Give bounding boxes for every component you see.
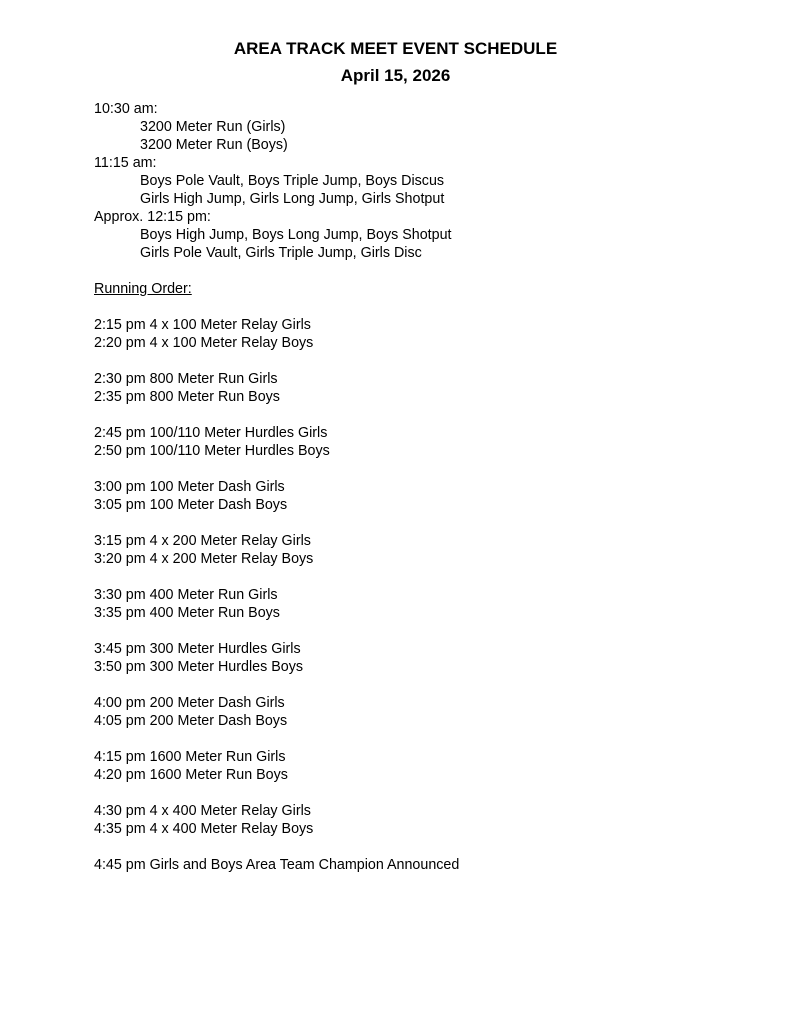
spacer [94, 352, 754, 370]
running-event: 4:00 pm 200 Meter Dash Girls [94, 695, 285, 711]
field-time-2: 11:15 am: [94, 155, 157, 171]
running-event: 2:50 pm 100/110 Meter Hurdles Boys [94, 443, 330, 459]
field-time-1: 10:30 am: [94, 101, 158, 117]
field-event: Boys High Jump, Boys Long Jump, Boys Shotput [140, 227, 452, 243]
spacer [94, 676, 754, 694]
running-order-heading: Running Order: [94, 281, 192, 297]
running-event: 4:05 pm 200 Meter Dash Boys [94, 713, 288, 729]
running-event: 4:20 pm 1600 Meter Run Boys [94, 767, 288, 783]
field-event: Girls High Jump, Girls Long Jump, Girls Shotput [140, 191, 445, 207]
final-announcement: 4:45 pm Girls and Boys Area Team Champion Announced [94, 857, 460, 873]
spacer [94, 784, 754, 802]
running-event: 4:35 pm 4 x 400 Meter Relay Boys [94, 821, 314, 837]
running-event: 3:30 pm 400 Meter Run Girls [94, 587, 278, 603]
running-event: 2:20 pm 4 x 100 Meter Relay Boys [94, 335, 314, 351]
field-event: 3200 Meter Run (Boys) [140, 137, 288, 153]
running-event: 2:35 pm 800 Meter Run Boys [94, 389, 280, 405]
running-event: 3:00 pm 100 Meter Dash Girls [94, 479, 285, 495]
spacer [94, 262, 754, 280]
spacer [94, 730, 754, 748]
running-event: 2:45 pm 100/110 Meter Hurdles Girls [94, 425, 328, 441]
spacer [94, 406, 754, 424]
schedule-body [94, 100, 754, 874]
running-event: 3:20 pm 4 x 200 Meter Relay Boys [94, 551, 314, 567]
field-event: Girls Pole Vault, Girls Triple Jump, Girls Disc [140, 245, 422, 261]
spacer [94, 460, 754, 478]
spacer [94, 514, 754, 532]
running-event: 3:15 pm 4 x 200 Meter Relay Girls [94, 533, 311, 549]
running-event: 2:30 pm 800 Meter Run Girls [94, 371, 278, 387]
spacer [94, 568, 754, 586]
running-event: 3:05 pm 100 Meter Dash Boys [94, 497, 288, 513]
field-event: 3200 Meter Run (Girls) [140, 119, 286, 135]
running-event: 4:30 pm 4 x 400 Meter Relay Girls [94, 803, 311, 819]
field-event: Boys Pole Vault, Boys Triple Jump, Boys Discus [140, 173, 445, 189]
spacer [94, 838, 754, 856]
running-event: 4:15 pm 1600 Meter Run Girls [94, 749, 286, 765]
running-event: 3:45 pm 300 Meter Hurdles Girls [94, 641, 301, 657]
meet-date: April 15, 2026 [340, 66, 451, 85]
running-event: 3:35 pm 400 Meter Run Boys [94, 605, 280, 621]
page-title: AREA TRACK MEET EVENT SCHEDULE [233, 39, 558, 58]
spacer [94, 622, 754, 640]
field-time-3: Approx. 12:15 pm: [94, 209, 211, 225]
spacer [94, 298, 754, 316]
running-event: 3:50 pm 300 Meter Hurdles Boys [94, 659, 303, 675]
running-event: 2:15 pm 4 x 100 Meter Relay Girls [94, 317, 311, 333]
